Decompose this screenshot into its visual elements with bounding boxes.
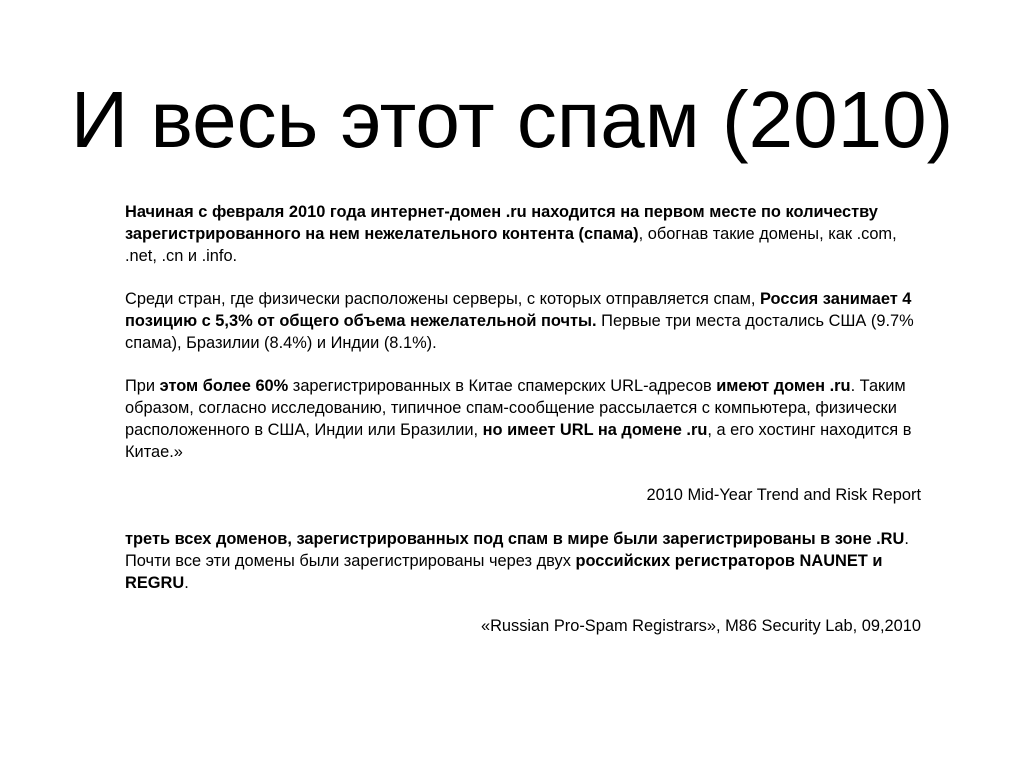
text: Среди стран, где физически расположены серверы, с которых отправляется спам, xyxy=(125,290,761,308)
text: , а его хостинг находится в Китае.» xyxy=(125,421,912,461)
text: При xyxy=(125,377,160,395)
text: , обогнав такие домены, как .com, .net, .cn и .info. xyxy=(125,225,897,265)
paragraph-china-urls xyxy=(125,375,925,463)
text: . xyxy=(184,574,189,592)
bold-text: имеют домен .ru xyxy=(716,377,851,395)
paragraph-ru-zone-third xyxy=(125,528,925,594)
text: . Таким образом, согласно исследованию, типичное спам-сообщение рассылается с компьютера, физически расположенного в США, Индии или Бразилии, xyxy=(125,377,906,439)
bold-text: Россия занимает 4 позицию с 5,3% от общего объема нежелательной почты. xyxy=(125,290,912,330)
bold-text: Начиная с февраля 2010 года интернет-домен .ru находится на первом месте по количеству зарегистрированного на нем нежелательного контента (спама) xyxy=(125,203,878,243)
bold-text: треть всех доменов, зарегистрированных под спам в мире были зарегистрированы в зоне .RU xyxy=(125,530,905,548)
source-citation-m86: «Russian Pro-Spam Registrars», M86 Security Lab, 09,2010 xyxy=(480,617,921,635)
paragraph-ru-domain-rank xyxy=(125,201,925,267)
text: Первые три места достались США (9.7% спама), Бразилии (8.4%) и Индии (8.1%). xyxy=(125,312,914,352)
text: зарегистрированных в Китае спамерских URL-адресов xyxy=(288,377,717,395)
text: . Почти все эти домены были зарегистрированы через двух xyxy=(125,530,909,570)
bold-text: но имеет URL на домене .ru xyxy=(482,421,708,439)
source-citation-ibm: 2010 Mid-Year Trend and Risk Report xyxy=(646,486,921,504)
paragraph-country-servers xyxy=(125,288,925,354)
bold-text: российских регистраторов NAUNET и REGRU xyxy=(125,552,883,592)
bold-text: этом более 60% xyxy=(159,377,289,395)
slide-body xyxy=(125,201,925,637)
slide-title: И весь этот спам (2010) xyxy=(70,75,954,164)
